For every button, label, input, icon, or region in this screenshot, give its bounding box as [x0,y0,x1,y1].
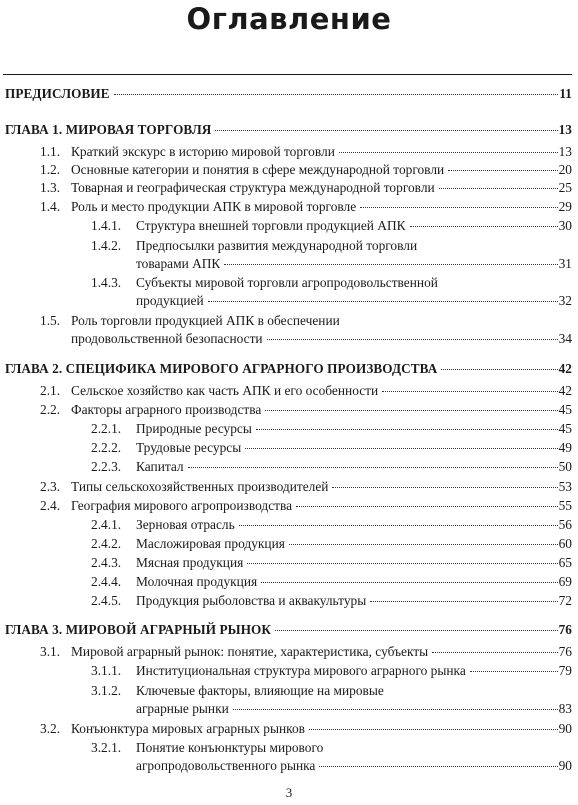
toc-entry-title: Краткий экскурс в историю мировой торговли [71,144,335,159]
toc-entry-number: 2.1. [40,383,61,398]
toc-entry-number: 2.4.5. [91,593,122,608]
toc-entry-page: 45 [558,421,572,436]
toc-entry-title-continuation: продовольственной безопасности [71,331,263,346]
toc-entry-1-3[interactable] [71,178,572,198]
toc-entry-title: Молочная продукция [136,574,258,589]
toc-entry-title: Товарная и географическая структура международной торговли [71,180,435,195]
dot-leader [432,652,557,653]
toc-entry-page: 30 [558,218,572,233]
toc-entry-title-continuation: агропродовольственного рынка [136,758,316,773]
toc-entry-page: 83 [558,701,572,716]
toc-entry-page: 31 [558,256,572,271]
dot-leader [114,94,559,95]
dot-leader [188,467,558,468]
toc-entry-3-1-1[interactable] [136,661,572,681]
dot-leader [245,448,557,449]
toc-entry-1-5[interactable] [71,329,572,349]
toc-entry-2-2-2[interactable] [136,438,572,458]
toc-entry-title: Роль и место продукции АПК в мировой торговле [71,199,357,214]
toc-entry-page: 60 [558,536,572,551]
toc-entry-1-4-1[interactable] [136,216,572,236]
toc-entry-number: 1.4. [40,199,61,214]
toc-entry-2-4-2[interactable] [136,534,572,554]
toc-entry-number: 1.4.1. [91,218,122,233]
toc-entry-1-4[interactable] [71,197,572,217]
toc-entry-title: Масложировая продукция [136,536,285,551]
toc-chapter-heading[interactable] [5,84,572,104]
toc-entry-title: Понятие конъюнктуры мирового [136,740,324,755]
title-rule [3,74,572,75]
toc-entry-title: Конъюнктура мировых аграрных рынков [71,721,305,736]
toc-entry-1-1[interactable] [71,142,572,162]
toc-entry-title: Капитал [136,459,184,474]
toc-entry-title: Трудовые ресурсы [136,440,242,455]
toc-entry-number: 2.4.2. [91,536,122,551]
toc-entry-number: 1.2. [40,162,61,177]
dot-leader [208,301,558,302]
toc-entry-title: Типы сельскохозяйственных производителей [71,479,329,494]
toc-entry-page: 53 [558,479,572,494]
toc-entry-page: 90 [558,721,572,736]
dot-leader [296,506,558,507]
toc-entry-title: Предпосылки развития международной торговли [136,238,418,253]
dot-leader [448,170,557,171]
toc-entry-page: 55 [558,498,572,513]
toc-entry-number: 1.5. [40,313,61,328]
dot-leader [256,429,558,430]
toc-entry-page: 76 [558,622,572,637]
toc-entry-number: 2.2. [40,402,61,417]
toc-chapter-title: ПРЕДИСЛОВИЕ [5,86,110,101]
dot-leader [239,525,558,526]
toc-entry-number: 2.4.1. [91,517,122,532]
dot-leader [382,391,557,392]
toc-entry-3-2[interactable] [71,719,572,739]
toc-entry-2-4[interactable] [71,496,572,516]
toc-entry-page: 90 [558,758,572,773]
toc-entry-number: 2.2.2. [91,440,122,455]
dot-leader [247,563,557,564]
dot-leader [224,264,557,265]
toc-entry-1-2[interactable] [71,160,572,180]
toc-entry-2-1[interactable] [71,381,572,401]
toc-entry-title: Сельское хозяйство как часть АПК и его особенности [71,383,379,398]
toc-entry-3-1-2[interactable] [136,699,572,719]
toc-entry-number: 2.3. [40,479,61,494]
toc-entry-number: 2.2.1. [91,421,122,436]
toc-entry-title: Природные ресурсы [136,421,252,436]
toc-entry-title: Структура внешней торговли продукцией АПК [136,218,406,233]
dot-leader [309,729,558,730]
toc-entry-title: География мирового агропроизводства [71,498,293,513]
toc-entry-title: Роль торговли продукцией АПК в обеспечении [71,313,340,328]
toc-entry-number: 2.4.3. [91,555,122,570]
toc-entry-number: 3.1.2. [91,683,122,698]
toc-entry-page: 32 [558,293,572,308]
dot-leader [360,207,557,208]
toc-entry-title-continuation: аграрные рынки [136,701,229,716]
toc-entry-title: Основные категории и понятия в сфере международной торговли [71,162,445,177]
toc-entry-2-2[interactable] [71,400,572,420]
dot-leader [275,630,558,631]
page-number: 3 [285,785,293,800]
toc-entry-title: Факторы аграрного производства [71,402,262,417]
toc-entry-page: 29 [558,199,572,214]
toc-entry-page: 50 [558,459,572,474]
toc-entry-page: 42 [558,383,572,398]
toc-entry-page: 11 [559,86,572,101]
toc-entry-number: 1.1. [40,144,61,159]
toc-entry-number: 1.4.2. [91,238,122,253]
toc-entry-page: 20 [558,162,572,177]
page-title: Оглавление [186,2,392,36]
toc-entry-number: 3.2.1. [91,740,122,755]
toc-entry-title: Зерновая отрасль [136,517,235,532]
dot-leader [265,410,557,411]
dot-leader [261,582,557,583]
toc-chapter-title: ГЛАВА 2. СПЕЦИФИКА МИРОВОГО АГРАРНОГО ПРОИЗВОДСТВА [5,361,438,376]
toc-entry-page: 13 [558,122,572,137]
toc-entry-title: Субъекты мировой торговли агропродовольственной [136,275,438,290]
toc-entry-title: Мясная продукция [136,555,244,570]
dot-leader [267,339,558,340]
toc-entry-2-4-4[interactable] [136,572,572,592]
toc-entry-2-3[interactable] [71,477,572,497]
toc-entry-2-4-5[interactable] [136,591,572,611]
toc-entry-title: Ключевые факторы, влияющие на мировые [136,683,384,698]
toc-entry-page: 49 [558,440,572,455]
toc-entry-2-2-1[interactable] [136,419,572,439]
toc-entry-number: 2.2.3. [91,459,122,474]
toc-entry-3-2-1[interactable] [136,756,572,776]
dot-leader [319,766,557,767]
dot-leader [410,226,558,227]
toc-chapter-title: ГЛАВА 3. МИРОВОЙ АГРАРНЫЙ РЫНОК [5,622,272,637]
toc-entry-page: 72 [558,593,572,608]
dot-leader [332,487,557,488]
dot-leader [233,709,558,710]
toc-entry-title: Продукция рыболовства и аквакультуры [136,593,367,608]
toc-chapter-heading[interactable] [5,120,572,140]
toc-entry-number: 2.4. [40,498,61,513]
toc-entry-2-4-3[interactable] [136,553,572,573]
toc-entry-3-1[interactable] [71,642,572,662]
toc-entry-title: Институциональная структура мирового аграрного рынка [136,663,466,678]
toc-entry-number: 2.4.4. [91,574,122,589]
toc-entry-page: 76 [558,644,572,659]
toc-entry-1-4-3[interactable] [136,291,572,311]
toc-entry-title-continuation: продукцией [136,293,204,308]
toc-entry-page: 42 [558,361,572,376]
toc-chapter-title: ГЛАВА 1. МИРОВАЯ ТОРГОВЛЯ [5,122,212,137]
toc-entry-number: 1.3. [40,180,61,195]
toc-entry-number: 1.4.3. [91,275,122,290]
toc-entry-page: 45 [558,402,572,417]
toc-entry-2-4-1[interactable] [136,515,572,535]
toc-entry-title: Мировой аграрный рынок: понятие, характеристика, субъекты [71,644,429,659]
toc-entry-title-continuation: товарами АПК [136,256,221,271]
dot-leader [439,188,558,189]
toc-entry-2-2-3[interactable] [136,457,572,477]
dot-leader [441,369,557,370]
dot-leader [215,130,557,131]
toc-entry-page: 69 [558,574,572,589]
toc-entry-page: 34 [558,331,572,346]
dot-leader [339,152,558,153]
dot-leader [370,601,557,602]
toc-chapter-heading[interactable] [5,620,572,640]
dot-leader [289,544,558,545]
toc-entry-page: 25 [558,180,572,195]
toc-chapter-heading[interactable] [5,359,572,379]
toc-entry-number: 3.2. [40,721,61,736]
toc-entry-number: 3.1. [40,644,61,659]
toc-entry-page: 65 [558,555,572,570]
toc-entry-page: 13 [558,144,572,159]
toc-entry-page: 79 [558,663,572,678]
toc-entry-1-4-2[interactable] [136,254,572,274]
toc-entry-number: 3.1.1. [91,663,122,678]
dot-leader [470,671,558,672]
toc-entry-page: 56 [558,517,572,532]
